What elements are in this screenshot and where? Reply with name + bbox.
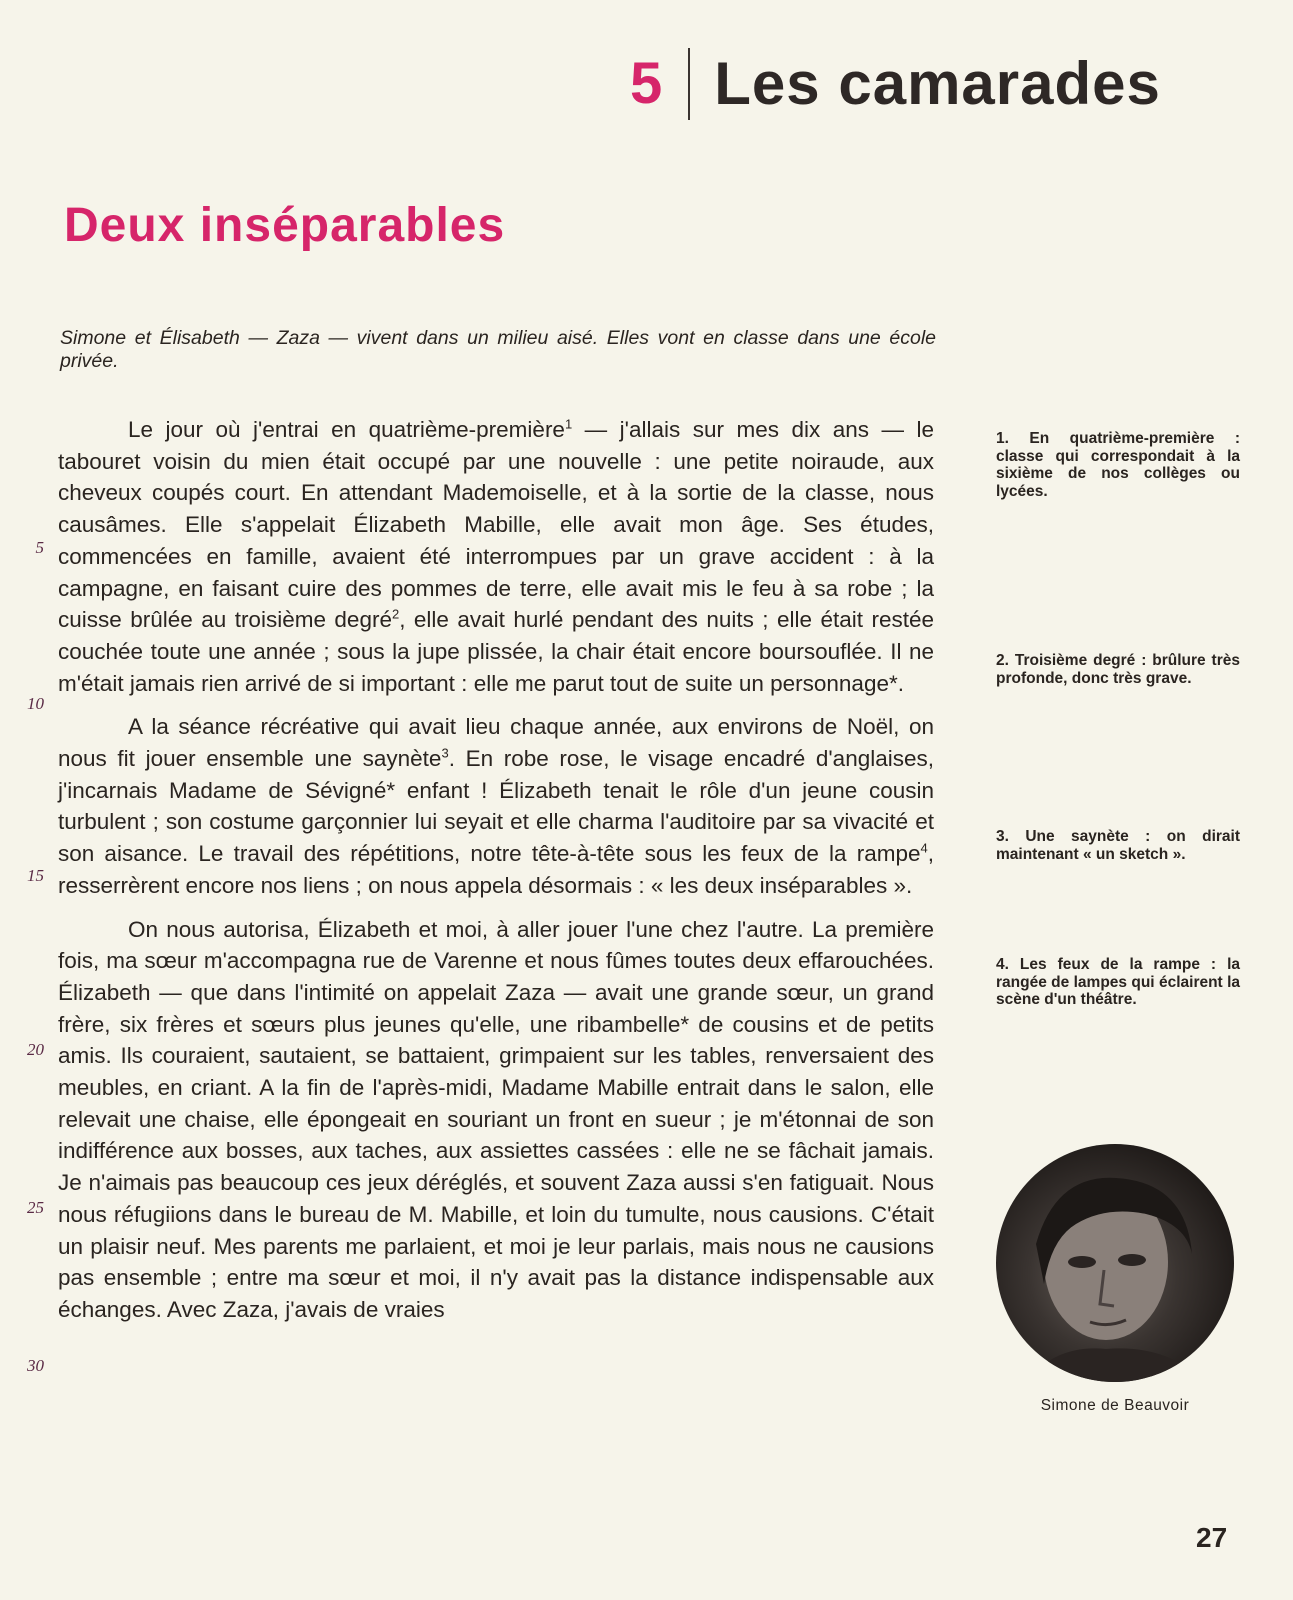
chapter-title: Les camarades: [714, 50, 1161, 117]
chapter-number: 5: [630, 51, 663, 116]
line-number: 15: [27, 866, 44, 885]
footnote-2: 2. Troisième degré : brûlure très profonde, donc très grave.: [996, 652, 1240, 687]
line-number: 25: [27, 1198, 44, 1217]
paragraph-2: [58, 711, 934, 901]
main-text: [58, 414, 934, 1326]
paragraph-text: On nous autorisa, Élizabeth et moi, à aller jouer l'une chez l'autre. La première fois, ma sœur m'accompagna rue de Varenne et nous fûmes toutes deux effarouchées. Élizabeth — que dans l'intimité on appelait Zaza — avait une grande sœur, un grand frère, six frères et sœurs plus jeunes qu'elle, une ribambelle* de cousins et de petits amis. Ils couraient, sautaient, se battaient, grimpaient sur les tables, renversaient des meubles, en criant. A la fin de l'après-midi, Madame Mabille entrait dans le salon, elle relevait une chaise, elle épongeait en souriant un front en sueur ; je m'étonnai de son indifférence aux bosses, aux taches, aux assiettes cassées : elle ne se fâchait jamais. Je n'aimais pas beaucoup ces jeux déréglés, et souvent Zaza aussi s'en fatiguait. Nous nous réfugiions dans le bureau de M. Mabille, et loin du tumulte, nous causions. C'était un plaisir neuf. Mes parents me parlaient, et moi je leur parlais, mais nous ne causions pas ensemble ; entre ma sœur et moi, il n'y avait pas la distance indispensable aux échanges. Avec Zaza, j'avais de vraies: [58, 916, 934, 1322]
section-title: Deux inséparables: [64, 199, 506, 252]
portrait-caption: Simone de Beauvoir: [1040, 1397, 1190, 1414]
chapter-divider: [688, 48, 690, 120]
paragraph-3: [58, 914, 934, 1326]
paragraph-1: [58, 414, 934, 699]
footnote-ref: 3: [441, 745, 449, 761]
footnote-1: 1. En quatrième-première : classe qui correspondait à la sixième de nos collèges ou lycées.: [996, 430, 1240, 500]
paragraph-text: . En robe rose, le visage encadré d'anglaises, j'incarnais Madame de Sévigné* enfant ! Élizabeth tenait le rôle d'un jeune cousin turbulent ; son costume garçonnier lui seyait et elle charma l'auditoire par sa vivacité et son aisance. Le travail des répétitions, notre tête-à-tête sous les feux de la rampe: [58, 746, 935, 867]
footnote-ref: 1: [564, 416, 573, 432]
portrait-image: [996, 1144, 1234, 1382]
line-number: 5: [35, 538, 44, 557]
paragraph-text: , resserrèrent encore nos liens ; on nous appela désormais : « les deux inséparables ».: [58, 841, 934, 898]
chapter-header: [630, 44, 1161, 124]
paragraph-text: — j'allais sur mes dix ans — le tabouret voisin du mien était occupé par une nouvelle : une petite noiraude, aux cheveux coupés court. En attendant Mademoiselle, et à la sortie de la classe, nous causâmes. Elle s'appelait Élizabeth Mabille, elle avait mon âge. Ses études, commencées en famille, avaient été interrompues par un grave accident : à la campagne, en faisant cuire des pommes de terre, elle avait mis le feu à sa robe ; la cuisse brûlée au troisième degré: [58, 417, 934, 633]
footnote-3: 3. Une saynète : on dirait maintenant « un sketch ».: [996, 828, 1240, 863]
line-number: 20: [27, 1040, 44, 1059]
footnote-ref: 4: [920, 840, 928, 856]
footnote-4: 4. Les feux de la rampe : la rangée de lampes qui éclairent la scène d'un théâtre.: [996, 956, 1240, 1008]
line-number: 10: [27, 694, 44, 713]
intro-text: Simone et Élisabeth — Zaza — vivent dans un milieu aisé. Elles vont en classe dans une école privée.: [60, 327, 936, 372]
line-number: 30: [27, 1356, 44, 1375]
portrait-photo: [996, 1144, 1234, 1382]
page-number: 27: [1196, 1522, 1228, 1553]
paragraph-text: , elle avait hurlé pendant des nuits ; elle était restée couchée toute une année ; sous la jupe plissée, la chair était encore boursouflée. Il ne m'était jamais rien arrivé de si important : elle me parut tout de suite un personnage*.: [58, 607, 934, 696]
paragraph-text: A la séance récréative qui avait lieu chaque année, aux environs de Noël, on nous fit jouer ensemble une saynète: [58, 714, 934, 772]
footnote-ref: 2: [391, 606, 400, 622]
paragraph-text: Le jour où j'entrai en quatrième-première: [128, 417, 565, 442]
